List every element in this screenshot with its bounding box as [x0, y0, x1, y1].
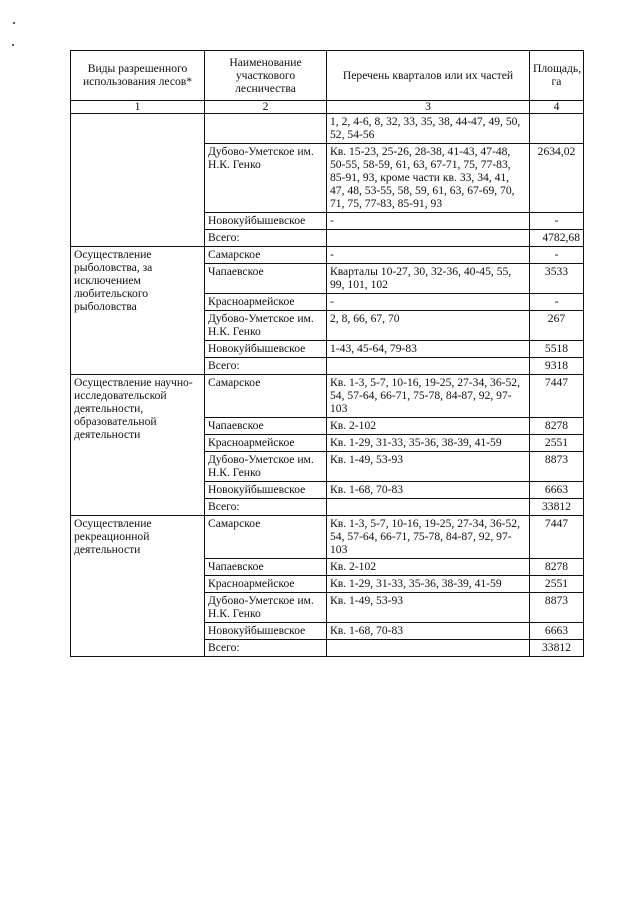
quarters-cell: Кв. 1-49, 53-93 — [327, 452, 530, 482]
forestry-cell: Новокуйбышевское — [205, 213, 327, 230]
area-cell: 5518 — [530, 341, 584, 358]
area-cell: 7447 — [530, 516, 584, 559]
forestry-cell: Самарское — [205, 247, 327, 264]
use-type-cell: Осуществление рекреационной деятельности — [71, 516, 205, 657]
area-cell: 2551 — [530, 576, 584, 593]
area-cell: 2634,02 — [530, 144, 584, 213]
forestry-cell: Новокуйбышевское — [205, 623, 327, 640]
table-row — [71, 247, 584, 264]
forestry-cell: Красноармейское — [205, 576, 327, 593]
forestry-cell: Самарское — [205, 375, 327, 418]
quarters-cell: Кв. 1-49, 53-93 — [327, 593, 530, 623]
table-row — [71, 114, 584, 144]
area-cell: 8278 — [530, 559, 584, 576]
header-area: Площадь, га — [530, 51, 584, 101]
scan-speck-left — [12, 44, 14, 46]
quarters-cell: Кв. 1-29, 31-33, 35-36, 38-39, 41-59 — [327, 435, 530, 452]
forestry-cell: Дубово-Уметское им. Н.К. Генко — [205, 452, 327, 482]
forestry-cell: Чапаевское — [205, 418, 327, 435]
forestry-cell: Дубово-Уметское им. Н.К. Генко — [205, 144, 327, 213]
total-area-cell: 4782,68 — [530, 230, 584, 247]
quarters-cell: - — [327, 247, 530, 264]
area-cell: 8278 — [530, 418, 584, 435]
quarters-cell: Кв. 15-23, 25-26, 28-38, 41-43, 47-48, 50-55, 58-59, 61, 63, 67-71, 75, 77-83, 85-91, 93, кроме части кв. 33, 34, 41, 47, 48, 53-55, 58, 59, 61, 63, 67-69, 70, 71, 75, 77-83, 85-91, 93 — [327, 144, 530, 213]
header-quarters-list: Перечень кварталов или их частей — [327, 51, 530, 101]
header-use-type: Виды разрешенного использования лесов* — [71, 51, 205, 101]
quarters-cell — [327, 640, 530, 657]
quarters-cell: Кв. 1-29, 31-33, 35-36, 38-39, 41-59 — [327, 576, 530, 593]
forestry-cell: Чапаевское — [205, 559, 327, 576]
quarters-cell: Кв. 2-102 — [327, 559, 530, 576]
forestry-cell: Красноармейское — [205, 294, 327, 311]
area-cell: 8873 — [530, 452, 584, 482]
total-label-cell: Всего: — [205, 499, 327, 516]
total-label-cell: Всего: — [205, 358, 327, 375]
table-header-row — [71, 51, 584, 101]
quarters-cell: - — [327, 294, 530, 311]
area-cell — [530, 114, 584, 144]
quarters-cell: Кварталы 10-27, 30, 32-36, 40-45, 55, 99, 101, 102 — [327, 264, 530, 294]
quarters-cell — [327, 499, 530, 516]
use-type-cell: Осуществление научно-исследовательской деятельности, образовательной деятельности — [71, 375, 205, 516]
area-cell: 2551 — [530, 435, 584, 452]
quarters-cell: 2, 8, 66, 67, 70 — [327, 311, 530, 341]
quarters-cell: Кв. 1-68, 70-83 — [327, 482, 530, 499]
quarters-cell: - — [327, 213, 530, 230]
forestry-cell: Новокуйбышевское — [205, 341, 327, 358]
column-number: 2 — [205, 101, 327, 114]
forestry-cell: Дубово-Уметское им. Н.К. Генко — [205, 593, 327, 623]
use-type-cell — [71, 114, 205, 247]
forestry-cell — [205, 114, 327, 144]
total-label-cell: Всего: — [205, 230, 327, 247]
quarters-cell: Кв. 1-68, 70-83 — [327, 623, 530, 640]
total-area-cell: 33812 — [530, 640, 584, 657]
forestry-cell: Чапаевское — [205, 264, 327, 294]
table-row — [71, 516, 584, 559]
use-type-cell: Осуществление рыболовства, за исключением любительского рыболовства — [71, 247, 205, 375]
area-cell: - — [530, 247, 584, 264]
area-cell: 8873 — [530, 593, 584, 623]
forestry-cell: Дубово-Уметское им. Н.К. Генко — [205, 311, 327, 341]
total-area-cell: 9318 — [530, 358, 584, 375]
area-cell: 267 — [530, 311, 584, 341]
header-forestry-name: Наименование участкового лесничества — [205, 51, 327, 101]
quarters-cell: Кв. 1-3, 5-7, 10-16, 19-25, 27-34, 36-52, 54, 57-64, 66-71, 75-78, 84-87, 92, 97-103 — [327, 375, 530, 418]
area-cell: 6663 — [530, 623, 584, 640]
quarters-cell: 1, 2, 4-6, 8, 32, 33, 35, 38, 44-47, 49, 50, 52, 54-56 — [327, 114, 530, 144]
forestry-cell: Красноармейское — [205, 435, 327, 452]
table-row — [71, 375, 584, 418]
quarters-cell: 1-43, 45-64, 79-83 — [327, 341, 530, 358]
column-number: 3 — [327, 101, 530, 114]
total-label-cell: Всего: — [205, 640, 327, 657]
column-number: 4 — [530, 101, 584, 114]
forestry-cell: Новокуйбышевское — [205, 482, 327, 499]
forest-use-table — [70, 50, 584, 657]
area-cell: 3533 — [530, 264, 584, 294]
column-number: 1 — [71, 101, 205, 114]
area-cell: - — [530, 213, 584, 230]
quarters-cell — [327, 358, 530, 375]
area-cell: 6663 — [530, 482, 584, 499]
table-column-numbers-row — [71, 101, 584, 114]
area-cell: 7447 — [530, 375, 584, 418]
total-area-cell: 33812 — [530, 499, 584, 516]
quarters-cell — [327, 230, 530, 247]
quarters-cell: Кв. 2-102 — [327, 418, 530, 435]
scan-speck-top — [13, 22, 15, 24]
forestry-cell: Самарское — [205, 516, 327, 559]
quarters-cell: Кв. 1-3, 5-7, 10-16, 19-25, 27-34, 36-52, 54, 57-64, 66-71, 75-78, 84-87, 92, 97-103 — [327, 516, 530, 559]
area-cell: - — [530, 294, 584, 311]
